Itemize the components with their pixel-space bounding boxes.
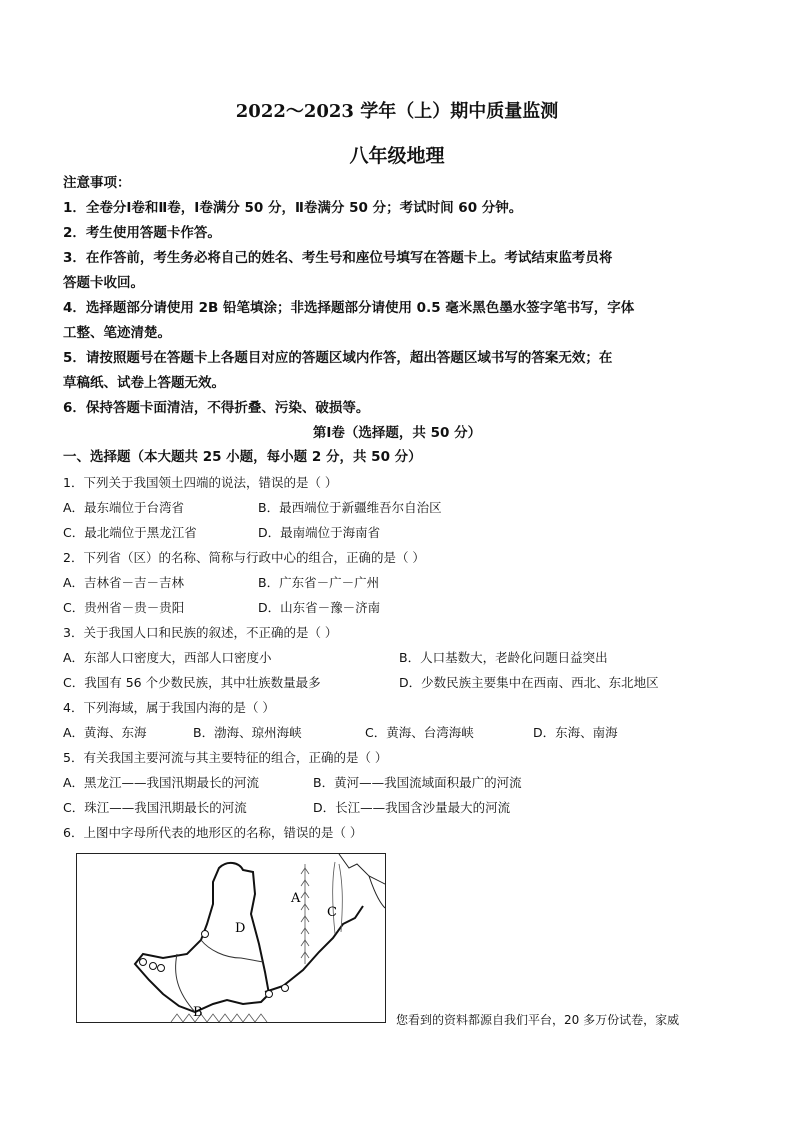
option-row — [63, 670, 743, 695]
option-a: A．黑龙江——我国汛期最长的河流 — [63, 775, 260, 790]
option-d: D．长江——我国含沙量最大的河流 — [313, 800, 511, 815]
option-row — [63, 570, 743, 595]
option-a: A．黄海、东海 — [63, 725, 147, 740]
exam-subtitle: 八年级地理 — [349, 145, 445, 167]
map-label-b: B — [193, 1005, 203, 1020]
region-boundary — [201, 940, 263, 962]
option-a: A．吉林省－吉－吉林 — [63, 575, 185, 590]
terrain-map-drawing — [77, 854, 385, 1022]
option-b: B．人口基数大，老龄化问题日益突出 — [399, 650, 608, 665]
region-boundary — [176, 954, 195, 1012]
note-line: 工整、笔迹清楚。 — [63, 325, 171, 341]
option-row — [63, 595, 743, 620]
option-d: D．山东省－豫－济南 — [258, 600, 381, 615]
option-d: D．最南端位于海南省 — [258, 525, 381, 540]
mountain-range-c — [333, 862, 343, 934]
note-line: 2．考生使用答题卡作答。 — [63, 225, 221, 241]
note-line: 4．选择题部分请使用 2B 铅笔填涂；非选择题部分请使用 0.5 毫米黑色墨水签字笔书写，字体 — [63, 300, 635, 316]
watermark-text: 您看到的资料都源自我们平台，20 多万份试卷，家威 — [396, 1013, 680, 1027]
map-label-a: A — [291, 891, 301, 906]
question-stem: 3．关于我国人口和民族的叙述，不正确的是（ ） — [63, 625, 338, 640]
option-c: C．最北端位于黑龙江省 — [63, 525, 197, 540]
mountain-range-b — [171, 1014, 267, 1022]
option-b: B．广东省－广－广州 — [258, 575, 380, 590]
part-one-heading: 第Ⅰ卷（选择题，共 50 分） — [312, 425, 482, 441]
option-row — [63, 795, 743, 820]
option-c: C．贵州省－贵－贵阳 — [63, 600, 185, 615]
question-stem: 4．下列海域，属于我国内海的是（ ） — [63, 700, 275, 715]
question-stem: 1．下列关于我国领土四端的说法，错误的是（ ） — [63, 475, 338, 490]
note-line: 草稿纸、试卷上答题无效。 — [63, 375, 225, 391]
note-line: 3．在作答前，考生务必将自己的姓名、考生号和座位号填写在答题卡上。考试结束监考员将 — [63, 250, 613, 266]
option-a: A．最东端位于台湾省 — [63, 500, 185, 515]
option-row — [63, 770, 743, 795]
option-row — [63, 495, 743, 520]
option-row — [63, 645, 743, 670]
exam-title: 2022～2023 学年（上）期中质量监测 — [235, 101, 559, 122]
note-line: 1．全卷分Ⅰ卷和Ⅱ卷，Ⅰ卷满分 50 分，Ⅱ卷满分 50 分；考试时间 60 分钟。 — [63, 200, 523, 216]
notes-heading: 注意事项： — [63, 175, 131, 191]
coastline — [339, 854, 385, 884]
option-d: D．东海、南海 — [533, 725, 618, 740]
question-stem: 6．上图中字母所代表的地形区的名称，错误的是（ ） — [63, 825, 363, 840]
note-line: 5．请按照题号在答题卡上各题目对应的答题区域内作答，超出答题区域书写的答案无效；在 — [63, 350, 613, 366]
river-line — [265, 906, 363, 992]
mountain-range-a — [301, 864, 309, 964]
option-c: C．我国有 56 个少数民族，其中壮族数量最多 — [63, 675, 321, 690]
city-markers — [140, 931, 289, 998]
option-row — [63, 520, 743, 545]
coastline — [369, 876, 385, 908]
option-c: C．黄海、台湾海峡 — [365, 725, 474, 740]
option-b: B．渤海、琼州海峡 — [193, 725, 302, 740]
question-list — [63, 470, 743, 845]
note-line: 答题卡收回。 — [63, 275, 144, 291]
notes-section — [63, 171, 743, 421]
map-label-d: D — [235, 921, 246, 936]
region-d-outline — [135, 863, 269, 1012]
note-line: 6．保持答题卡面清洁，不得折叠、污染、破损等。 — [63, 400, 370, 416]
section-one-heading: 一、选择题（本大题共 25 小题，每小题 2 分，共 50 分） — [63, 449, 422, 465]
option-d: D．少数民族主要集中在西南、西北、东北地区 — [399, 675, 659, 690]
option-row — [63, 720, 743, 745]
question-stem: 5．有关我国主要河流与其主要特征的组合，正确的是（ ） — [63, 750, 388, 765]
map-label-c: C — [327, 905, 337, 920]
terrain-map — [76, 853, 386, 1023]
question-stem: 2．下列省（区）的名称、简称与行政中心的组合，正确的是（ ） — [63, 550, 425, 565]
option-a: A．东部人口密度大，西部人口密度小 — [63, 650, 272, 665]
option-b: B．黄河——我国流域面积最广的河流 — [313, 775, 522, 790]
option-c: C．珠江——我国汛期最长的河流 — [63, 800, 247, 815]
option-b: B．最西端位于新疆维吾尔自治区 — [258, 500, 442, 515]
